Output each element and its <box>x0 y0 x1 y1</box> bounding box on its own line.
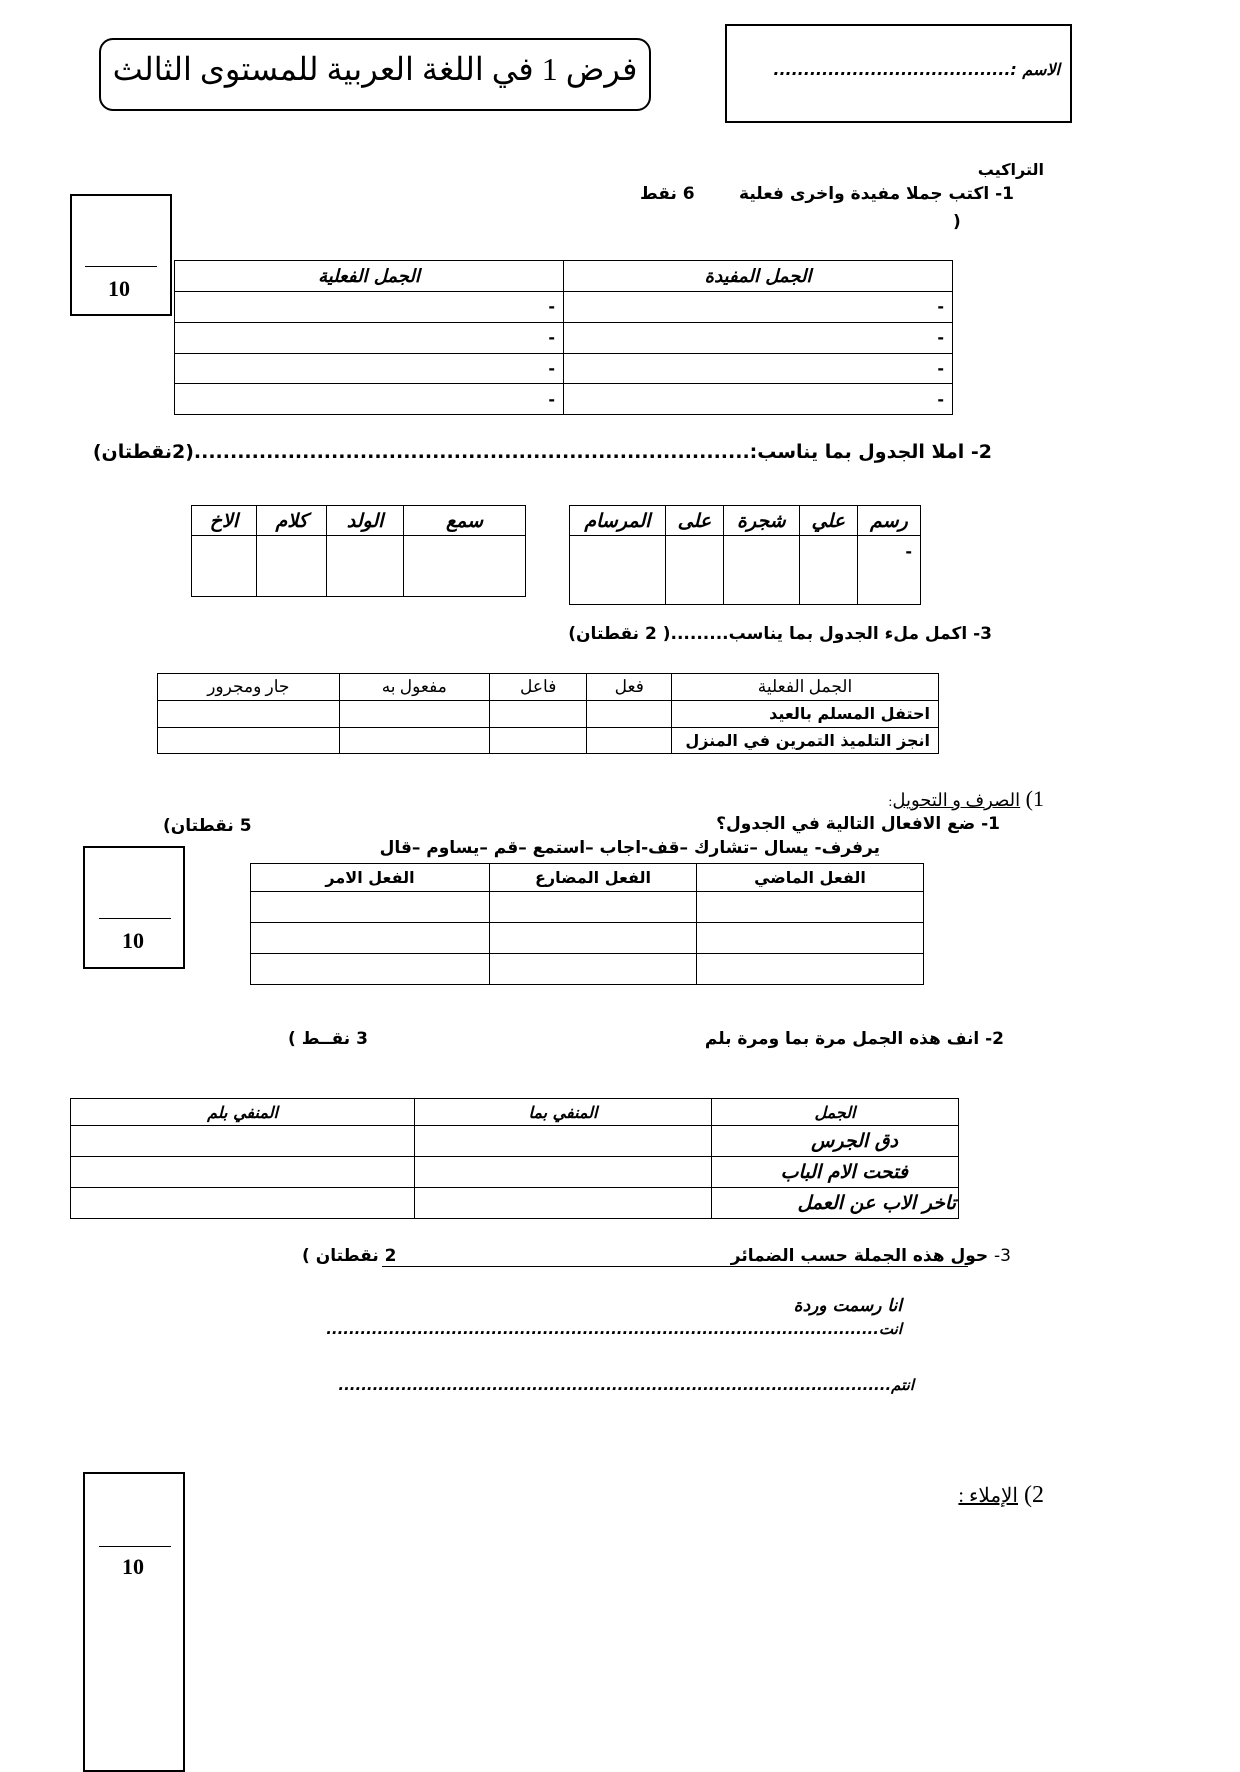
header-verbal-sentences: الجمل الفعلية <box>672 674 939 701</box>
score-divider <box>99 1546 171 1547</box>
header-object: مفعول به <box>339 674 489 701</box>
score-max: 10 <box>122 1554 144 1579</box>
word-cell: المرسام <box>570 506 666 536</box>
answer-cell[interactable]: - <box>175 353 564 384</box>
question-text: حول هذه الجملة حسب الضمائر <box>730 1246 989 1266</box>
header-imperative: الفعل الامر <box>251 864 490 892</box>
answer-cell[interactable] <box>799 536 857 605</box>
section-colon: : <box>888 795 893 810</box>
score-divider <box>85 266 157 267</box>
answer-cell[interactable]: - <box>564 384 953 415</box>
answer-cell[interactable] <box>723 536 799 605</box>
answer-cell[interactable] <box>339 701 489 728</box>
question-text: ضع الافعال التالية في الجدول؟ <box>716 814 976 834</box>
answer-cell[interactable] <box>256 536 326 597</box>
sentence-cell: فتحت الام الباب <box>712 1157 959 1188</box>
answer-cell[interactable]: - <box>564 322 953 353</box>
header-prepositional: جار ومجرور <box>158 674 340 701</box>
question-number: 3- <box>994 1246 1011 1266</box>
question-1 <box>739 184 1014 204</box>
morph-question-3 <box>731 1246 1011 1266</box>
section-name: الصرف و التحويل <box>892 790 1021 810</box>
question-number: 2- <box>970 441 992 463</box>
answer-cell[interactable] <box>697 892 924 923</box>
answer-cell[interactable] <box>251 892 490 923</box>
morph-question-1 <box>716 814 1000 834</box>
word-cell: سمع <box>404 506 526 536</box>
answer-cell[interactable] <box>587 727 672 754</box>
header-sentences: الجمل <box>712 1099 959 1126</box>
section-number: 1) <box>1025 786 1044 811</box>
question-1-points: 6 نقط <box>640 184 695 204</box>
answer-cell[interactable] <box>489 727 587 754</box>
question-number: 1- <box>981 814 1000 834</box>
question-text: املا الجدول بما يناسب:.............................................................................(2نقطتان) <box>92 441 965 463</box>
morph-question-2-points: 3 نقــط ) <box>288 1029 368 1049</box>
answer-cell[interactable] <box>490 923 697 954</box>
answer-cell[interactable] <box>158 701 340 728</box>
score-box-dictation <box>83 1472 185 1772</box>
answer-cell[interactable] <box>71 1126 415 1157</box>
question-3 <box>568 624 992 644</box>
question-text: اكتب جملا مفيدة واخرى فعلية <box>739 184 990 204</box>
answer-cell[interactable] <box>587 701 672 728</box>
answer-cell[interactable] <box>697 954 924 985</box>
example-sentence: انا رسمت وردة <box>793 1296 902 1316</box>
pronoun-line-antum[interactable]: انتم................................................................................................. <box>338 1376 914 1394</box>
section-number: 2) <box>1024 1482 1044 1508</box>
answer-cell[interactable] <box>339 727 489 754</box>
question-text: انف هذه الجمل مرة بما ومرة بلم <box>704 1029 980 1049</box>
answer-cell[interactable] <box>71 1157 415 1188</box>
section-title-dictation <box>958 1482 1044 1509</box>
grammar-table <box>157 673 939 754</box>
score-max: 10 <box>122 928 144 953</box>
negation-table <box>70 1098 959 1219</box>
header-negated-ma: المنفي بما <box>415 1099 712 1126</box>
word-cell: علي <box>799 506 857 536</box>
question-text: اكمل ملء الجدول بما يناسب.........( 2 نقطتان) <box>568 624 968 644</box>
answer-cell[interactable] <box>251 954 490 985</box>
header-negated-lam: المنفي بلم <box>71 1099 415 1126</box>
question-number: 2- <box>985 1029 1004 1049</box>
header-past: الفعل الماضي <box>697 864 924 892</box>
answer-cell[interactable]: - <box>175 292 564 323</box>
morph-question-3-underline <box>382 1266 968 1267</box>
header-subject: فاعل <box>489 674 587 701</box>
word-cell: رسم <box>857 506 920 536</box>
morph-question-1-points: 5 نقطتان) <box>163 816 252 836</box>
answer-cell[interactable] <box>697 923 924 954</box>
question-1-paren: ) <box>953 212 961 232</box>
name-label: الاسم : <box>1010 60 1060 79</box>
word-cell: كلام <box>256 506 326 536</box>
header-present: الفعل المضارع <box>490 864 697 892</box>
morph-question-3-points: 2 نقطتان ) <box>302 1246 397 1266</box>
sentence-cell: احتفل المسلم بالعيد <box>672 701 939 728</box>
answer-cell[interactable] <box>327 536 404 597</box>
answer-cell[interactable] <box>490 892 697 923</box>
answer-cell[interactable]: - <box>857 536 920 605</box>
word-table-left <box>191 505 526 597</box>
answer-cell[interactable] <box>489 701 587 728</box>
answer-cell[interactable] <box>192 536 257 597</box>
answer-cell[interactable] <box>415 1126 712 1157</box>
answer-cell[interactable] <box>251 923 490 954</box>
word-cell: الولد <box>327 506 404 536</box>
score-divider <box>99 918 171 919</box>
name-dots: ....................................... <box>773 60 1011 79</box>
verbs-list: يرفرف- يسال –تشارك –قف-اجاب –استمع –قم –يساوم –قال <box>379 838 880 858</box>
pronoun-line-anta[interactable]: انت................................................................................................. <box>326 1320 902 1338</box>
answer-cell[interactable] <box>665 536 723 605</box>
section-title-morphology <box>888 786 1044 812</box>
answer-cell[interactable] <box>570 536 666 605</box>
answer-cell[interactable] <box>404 536 526 597</box>
verb-tense-table <box>250 863 924 985</box>
header-useful-sentences: الجمل المفيدة <box>564 261 953 292</box>
sentence-cell: تاخر الاب عن العمل <box>712 1188 959 1219</box>
word-cell: شجرة <box>723 506 799 536</box>
answer-cell[interactable]: - <box>175 384 564 415</box>
answer-cell[interactable]: - <box>175 322 564 353</box>
question-2 <box>93 441 992 463</box>
section-name: الإملاء : <box>958 1485 1018 1507</box>
header-verbal-sentences: الجمل الفعلية <box>175 261 564 292</box>
question-number: 3- <box>973 624 992 644</box>
morph-question-2 <box>705 1029 1004 1049</box>
word-cell: على <box>665 506 723 536</box>
word-cell: الاخ <box>192 506 257 536</box>
exam-title: فرض 1 في اللغة العربية للمستوى الثالث <box>112 51 638 87</box>
sentence-cell: دق الجرس <box>712 1126 959 1157</box>
answer-cell[interactable]: - <box>564 292 953 323</box>
answer-cell[interactable] <box>415 1188 712 1219</box>
header-verb: فعل <box>587 674 672 701</box>
answer-cell[interactable] <box>158 727 340 754</box>
answer-cell[interactable] <box>490 954 697 985</box>
answer-cell[interactable]: - <box>564 353 953 384</box>
sentences-table <box>174 260 953 415</box>
answer-cell[interactable] <box>71 1188 415 1219</box>
section-title-structures: التراكيب <box>977 160 1044 179</box>
word-table-right <box>569 505 921 605</box>
answer-cell[interactable] <box>415 1157 712 1188</box>
sentence-cell: انجز التلميذ التمرين في المنزل <box>672 727 939 754</box>
student-name-field[interactable] <box>735 60 1060 79</box>
question-number: 1- <box>995 184 1014 204</box>
score-max: 10 <box>108 276 130 301</box>
